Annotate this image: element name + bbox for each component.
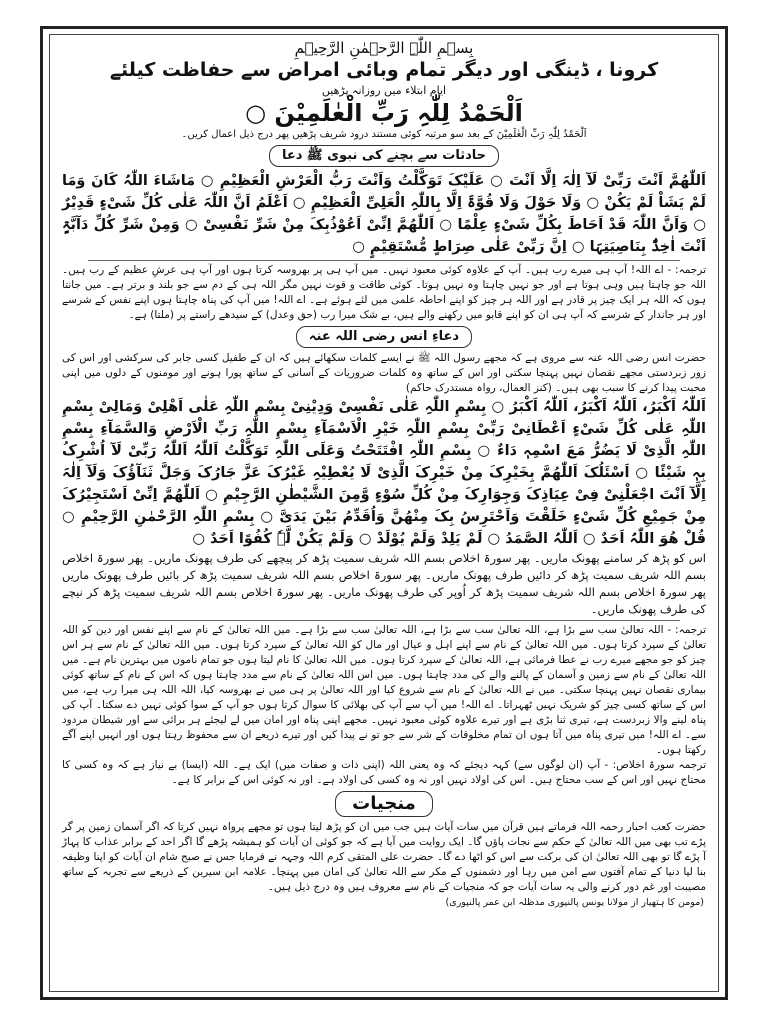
arabic-dua: اَللّٰھُمَّ اَنْتَ رَبِّیْ لَآ اِلٰہَ اِلَّا اَنْتَ ○ عَلَیْکَ تَوَکَّلْتُ وَاَنْتَ رَبُّ الْعَرْشِ الْعَظِیْمِ ○ مَاشَاءَ اللّٰہُ کَانَ وَمَا لَمْ یَشَاْ لَمْ یَکُنْ ○ وَلَا حَوْلَ وَلَا قُوَّۃَ اِلَّا بِاللّٰہِ الْعَلِیِّ الْعَظِیْمِ ○ اَعْلَمُ اَنَّ اللّٰہَ عَلٰی کُلِّ شَیْءٍ قَدِیْرٌ ○ وَاَنَّ اللّٰہَ قَدْ اَحَاطَ بِکُلِّ شَیْءٍ عِلْمًا ○ اَللّٰھُمَّ اِنِّیْ اَعُوْذُبِکَ مِنْ شَرِّ نَفْسِیْ ○ وَمِنْ شَرِّ کُلِّ دَآبَّۃٍ اَنْتَ اٰخِذٌۢ بِنَاصِیَتِہَا ○ اِنَّ رَبِّیْ عَلٰی صِرَاطٍ مُّسْتَقِیْمٍ ○: [62, 173, 706, 255]
section-heading: دعاءِ انس رضی اللہ عنہ: [296, 326, 472, 348]
section-accident-dua: [58, 142, 710, 323]
munjiyat-text: حضرت کعب احبار رحمہ اللہ فرماتے ہیں قرآن میں سات آیات ہیں جب میں ان کو پڑھ لیتا ہوں تو مجھے پرواہ نہیں کرتا کہ اگر آسمان زمین پر گر پڑے تب بھی میں اللہ تعالیٰ کے حکم سے نجات پاؤں گا۔ ایک روایت میں آیا ہے کہ جو کوئی ان آیات کو ہمیشہ پڑھے گا اگر احد کے برابر عذاب کا پہاڑ آ پڑے گا تو بھی اللہ تعالیٰ ان کی برکت سے اس کو اٹھا دے گا۔ حضرت علی المتقی کرم اللہ وجہہ نے فرمایا جس نے صبح شام ان آیات کو اپنا وظیفہ بنا لیا دنیا کے تمام آفتوں سے امن میں رہا اور دشمنوں کے مکر سے اللہ تعالیٰ کی امان میں پہنچا۔ علامہ ابن سیرین کے ذریعے سے تجربہ کے ساتھ مصیبت اور غم دور کرنے والی یہ سات آیات جو کہ منجیات کے نام سے معروف ہیں وہ درج ذیل ہیں۔: [62, 821, 706, 893]
instruction-line: اَلْحَمْدُ لِلّٰہِ رَبِّ الْعٰلَمِیْنَ کے بعد سو مرتبہ کوئی مستند درود شریف پڑھیں پھر درج ذیل اعمال کریں۔: [181, 129, 587, 140]
bismillah: بِسۡمِ اللّٰہِ الرَّحۡمٰنِ الرَّحِیۡمِ: [294, 39, 474, 57]
source-signature: (مومن کا ہتھیار از مولانا یونس پالنپوری مدظلہ ابن عمر پالنپوری): [445, 897, 704, 908]
section-anas-dua: [58, 323, 710, 788]
section-heading: منجیات: [335, 791, 433, 817]
divider: [88, 620, 680, 621]
section-heading: حادثات سے بچنے کی نبوی ﷺ دعا: [269, 145, 499, 167]
document-content: [58, 36, 710, 990]
hadith-intro: حضرت انس رضی اللہ عنہ سے مروی ہے کہ مجھے رسول اللہ ﷺ نے ایسے کلمات سکھائے ہیں کہ ان کے طفیل کسی جابر کی سرکشی اور اس کی زور زبردستی مجھے نقصان نہیں پہنچا سکتی اور اس کے ساتھ وہ کلمات ضروریات کے آسانی کے ساتھ پورا ہونے اور مومنوں کے دلوں میں اپنی محبت پیدا کرنے کا سبب بھی ہیں۔ (کنز العمال، رواہ مستدرک حاکم): [62, 352, 707, 394]
arabic-dua: اَللّٰہُ اَکْبَرُ، اَللّٰہُ اَکْبَرُ، اَللّٰہُ اَکْبَرُ ○ بِسْمِ اللّٰہِ عَلٰی نَفْسِیْ وَدِیْنِیْ بِسْمِ اللّٰہِ عَلٰی اَھْلِیْ وَمَالِیْ بِسْمِ اللّٰہِ عَلٰی کُلِّ شَیْءٍ اَعْطَانِیْ رَبِّیْ بِسْمِ اللّٰہِ خَیْرِ الْاَسْمَآءِ بِسْمِ اللّٰہِ رَبِّ الْاَرْضِ وَالسَّمَآءِ بِسْمِ اللّٰہِ الَّذِیْ لَا یَضُرُّ مَعَ اسْمِہٖ دَاءٌ ○ بِسْمِ اللّٰہِ افْتَتَحْتُ وَعَلَی اللّٰہِ تَوَکَّلْتُ اَللّٰہُ اَللّٰہُ رَبِّیْ لَآ اُشْرِکُ بِہٖ شَیْئًا ○ اَسْئَلُکَ اَللّٰھُمَّ بِخَیْرِکَ مِنْ خَیْرِکَ الَّذِیْ لَا یُعْطِیْہِ غَیْرُکَ عَزَّ جَارُکَ وَجَلَّ ثَنَآؤُکَ وَلَآ اِلٰہَ اِلَّآ اَنْتَ اجْعَلْنِیْ فِیْ عِیَاذِکَ وَجِوَارِکَ مِنْ کُلِّ سُوْءٍ وَّمِنَ الشَّیْطٰنِ الرَّجِیْمِ ○ اَللّٰھُمَّ اِنِّیْ اَسْتَجِیْرُکَ مِنْ جَمِیْعِ کُلِّ شَیْءٍ خَلَقْتَ وَاَحْتَرِسُ بِکَ مِنْھُنَّ وَاُقَدِّمُ بَیْنَ یَدَیَّ ○ بِسْمِ اللّٰہِ الرَّحْمٰنِ الرَّحِیْمِ ○ قُلْ ھُوَ اللّٰہُ اَحَدٌ ○ اَللّٰہُ الصَّمَدُ ○ لَمْ یَلِدْ وَلَمْ یُوْلَدْ ○ وَلَمْ یَکُنْ لَّہٗ کُفُوًا اَحَدٌ ○: [62, 399, 706, 547]
translation-text: ترجمہ: - اللہ تعالیٰ سب سے بڑا ہے، اللہ تعالیٰ سب سے بڑا ہے، اللہ تعالیٰ سب سے بڑا ہے۔ میں اللہ تعالیٰ کے نام سے اپنے نفس اور دین کو اللہ تعالیٰ کے سپرد کرتا ہوں۔ میں اللہ تعالیٰ کے نام سے اپنے اہل و عیال اور مال کو اللہ تعالیٰ کے سپرد کرتا ہوں۔ میں اللہ تعالیٰ کے نام سے ہر اس چیز کو جو مجھے میرے رب نے عطا فرمائی ہے، اللہ تعالیٰ کے سپرد کرتا ہوں۔ میں اللہ تعالیٰ کا نام لیتا ہوں جو تمام ناموں میں بہترین نام ہے۔ میں اللہ تعالیٰ کے نام سے زمین و آسمان کے پالنے والے کی مدد چاہتا ہوں۔ میں اس اللہ تعالیٰ کے نام سے مدد چاہتا ہوں کہ اس کے نام کے ساتھ کوئی بیماری نقصان نہیں پہنچا سکتی۔ میں نے اللہ تعالیٰ کے نام سے شروع کیا اور اللہ تعالیٰ پر ہی میں نے بھروسہ کیا، اللہ اللہ ہی میرا رب ہے، میں اس کے ساتھ کسی چیز کو شریک نہیں ٹھہراتا۔ اے اللہ! میں آپ سے آپ کی بھلائی کا سوال کرتا ہوں جو آپ کے سوا کوئی نہیں دے سکتا۔ آپ کی پناہ لینے والا زبردست ہے، تیری ثنا بڑی ہے اور تیرے علاوہ کوئی معبود نہیں۔ مجھے اپنی پناہ اور امان میں لے لیجئے ہر برائی سے اور شیطان مردود سے۔ اے اللہ! میں تیری پناہ میں آتا ہوں ان تمام مخلوقات کے شر سے جو تو نے پیدا کیں اور تیرے ذریعے ان سے محفوظ رہتا ہوں اور انہیں اپنے آگے رکھتا ہوں۔: [62, 624, 706, 756]
divider: [88, 260, 680, 261]
practice-instructions: اس کو پڑھ کر سامنے پھونک ماریں۔ پھر سورۃ اخلاص بسم اللہ شریف سمیت پڑھ کر پیچھے کی طرف پھونک ماریں۔ پھر سورۃ اخلاص بسم اللہ شریف سمیت پڑھ کر دائیں طرف پھونک ماریں۔ پھر سورۃ اخلاص بسم اللہ شریف سمیت پڑھ کر بائیں طرف پھونک ماریں پھر سورۃ اخلاص بسم اللہ شریف سمیت پڑھ کر اُوپر کی طرف پھونک ماریں۔ پھر سورۃ اخلاص بسم اللہ شریف سمیت پڑھ کر نیچے کی طرف پھونک ماریں۔: [62, 551, 706, 616]
ikhlas-translation: ترجمہ سورۃ اخلاص: - آپ (ان لوگوں سے) کہہ دیجئے کہ وہ یعنی اللہ (اپنی ذات و صفات میں) ایک ہے۔ اللہ (ایسا) بے نیاز ہے کہ وہ کسی کا محتاج نہیں اور اس کے سب محتاج ہیں۔ اس کی اولاد نہیں اور نہ وہ کسی کی اولاد ہے۔ اور نہ کوئی اس کے برابر کا ہے۔: [62, 759, 706, 786]
page-title: کرونا ، ڈینگی اور دیگر تمام وبائی امراض سے حفاظت کیلئے: [109, 59, 659, 81]
section-munjiyat: [58, 788, 710, 908]
intro-line: ایام ابتلاء میں روزانہ پڑھیں: [321, 84, 447, 97]
translation-text: ترجمہ: - اے اللہ! آپ ہی میرے رب ہیں۔ آپ کے علاوہ کوئی معبود نہیں۔ میں آپ ہی پر بھروسہ کرتا ہوں اور آپ ہی عرشِ عظیم کے رب ہیں۔ اللہ جو چاہتا ہیں وہی ہوتا ہے اور جو نہیں چاہتا وہ نہیں ہوتا۔ کوئی طاقت و قوت نہیں مگر اللہ ہی کے دم سے جو بلند و برتر ہے۔ میں جانتا ہوں کہ اللہ ہر ایک چیز پر قادر ہے اور اللہ ہر چیز کو اپنے احاطہ علمی میں لئے ہوئے ہے۔ اے اللہ! میں آپ کی پناہ چاہتا ہوں اپنے نفس کے شرسے اور ہر جاندار کے شرسے کہ آپ ہی ان کو اپنے قابو میں رکھنے والے ہیں، بے شک میرا رب (حق وعدل) کے سیدھے راستے پر (ملتا) ہے۔: [62, 264, 706, 321]
hamd-verse: اَلْحَمْدُ لِلّٰہِ رَبِّ الْعٰلَمِیْنَ ○: [245, 99, 523, 127]
